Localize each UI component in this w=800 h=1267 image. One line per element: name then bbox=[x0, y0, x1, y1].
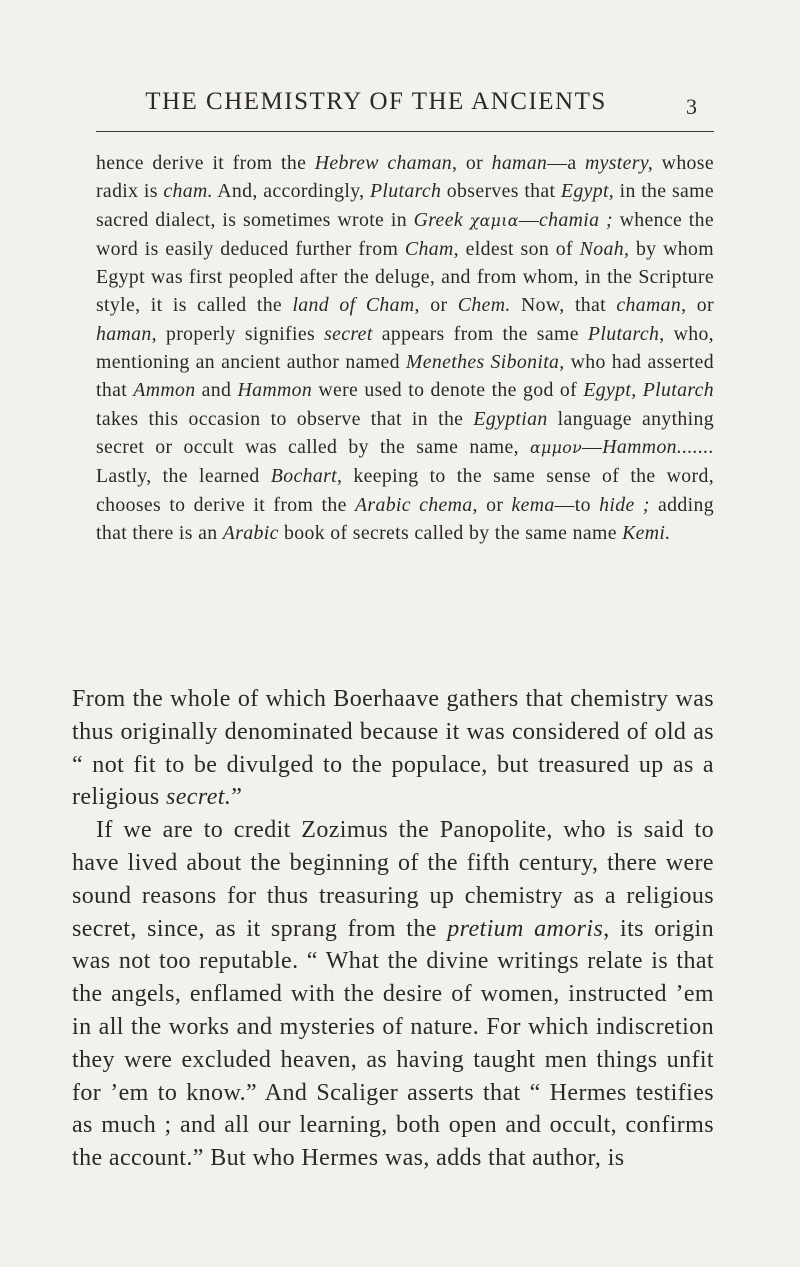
italic-text: Arabic bbox=[222, 521, 279, 544]
italic-text: Plutarch bbox=[369, 180, 442, 203]
italic-text: Plutarch bbox=[587, 322, 660, 345]
italic-text: Menethes Sibonita, bbox=[405, 351, 565, 374]
greek-word: αμμον bbox=[529, 437, 583, 457]
text-run: appears from the same bbox=[372, 322, 588, 345]
text-run: ” bbox=[231, 784, 243, 811]
text-run: and bbox=[195, 379, 238, 402]
italic-text: haman bbox=[96, 322, 152, 345]
text-run: Now, that bbox=[510, 294, 617, 317]
italic-text: Ammon bbox=[133, 379, 196, 402]
text-run: , or bbox=[472, 493, 512, 516]
quote-text bbox=[96, 149, 714, 547]
italic-text: chaman bbox=[616, 294, 682, 317]
italic-text: Egyptian bbox=[473, 407, 548, 430]
text-run: eldest son of bbox=[458, 237, 580, 260]
text-run: in the same sacred dialect, is sometimes wrote in bbox=[96, 180, 714, 231]
italic-text: Hebrew chaman bbox=[314, 152, 453, 174]
text-run: —a bbox=[547, 152, 585, 174]
text-run: , or bbox=[681, 294, 714, 317]
text-run: takes this occasion to observe that in the bbox=[96, 407, 474, 430]
italic-text: Noah, bbox=[579, 237, 630, 260]
quoted-paragraph bbox=[96, 149, 714, 547]
text-run: — bbox=[582, 435, 603, 458]
text-run: From the whole of which Boerhaave gathers that chemistry was thus originally denominated because it was considered of old as “ not fit to be divulged to the populace, but treasured up as a religious bbox=[72, 686, 714, 811]
text-run: book of secrets called by the same name bbox=[278, 521, 623, 544]
text-run: Lastly, the learned bbox=[96, 465, 271, 488]
italic-text: land of Cham bbox=[292, 294, 415, 317]
italic-text: Cham, bbox=[404, 237, 459, 260]
italic-text: Greek bbox=[413, 208, 463, 231]
italic-text: chamia ; bbox=[538, 208, 613, 231]
italic-text: Kemi. bbox=[622, 521, 671, 544]
body-paragraph bbox=[72, 683, 714, 814]
text-run: whose radix is bbox=[96, 152, 714, 203]
italic-text: secret. bbox=[166, 784, 232, 811]
italic-text: pretium amoris bbox=[447, 915, 604, 942]
text-run: , or bbox=[414, 294, 458, 317]
text-run: , its origin was not too reputable. “ What the divine writings relate is that the angels, enflamed with the desire of women, instructed ’em in all the works and mysteries of nature. For which indiscretion they were excluded heaven, as having taught men things unfit for ’em to know.” And Scaliger asserts that “ Hermes testifies as much ; and all our learning, both open and occult, confirms the account.” But who Hermes was, adds that author, is bbox=[72, 915, 714, 1172]
italic-text: Hammon....... bbox=[602, 435, 714, 458]
body-paragraph bbox=[72, 814, 714, 1175]
body-text bbox=[72, 683, 714, 1175]
italic-text: mystery, bbox=[584, 152, 654, 174]
text-run: observes that bbox=[441, 180, 561, 203]
running-head: THE CHEMISTRY OF THE ANCIENTS bbox=[145, 88, 607, 115]
italic-text: Egypt, Plutarch bbox=[583, 379, 715, 402]
italic-text: cham. bbox=[163, 180, 213, 203]
text-run: whence the word is easily deduced further from bbox=[96, 208, 714, 260]
italic-text: Hammon bbox=[237, 379, 313, 402]
italic-text: Bochart, bbox=[270, 465, 343, 488]
text-run: And, accordingly, bbox=[212, 180, 370, 203]
text-run: , properly signifies bbox=[151, 322, 325, 345]
text-run: who had asserted that bbox=[96, 351, 714, 402]
greek-word: χαμια bbox=[469, 210, 519, 230]
page-header bbox=[0, 88, 800, 128]
text-run: , who, mentioning an ancient author named bbox=[96, 322, 714, 374]
text-run: language anything secret or occult was called by the same name, bbox=[96, 407, 714, 458]
text-run: If we are to credit Zozimus the Panopolite, who is said to have lived about the beginning of the fifth century, there were sound reasons for thus treasuring up chemistry as a religious secret, since, as it sprang from the bbox=[72, 817, 714, 942]
page-number: 3 bbox=[686, 94, 697, 119]
text-run: , or bbox=[452, 152, 492, 174]
header-rule bbox=[96, 131, 714, 132]
italic-text: Egypt, bbox=[560, 180, 615, 203]
italic-text: Arabic chema bbox=[354, 493, 473, 516]
text-run: hence derive it from the bbox=[96, 152, 315, 174]
text-run: —to bbox=[554, 493, 600, 516]
italic-text: hide ; bbox=[599, 493, 650, 516]
text-run: by whom Egypt was first peopled after the deluge, and from whom, in the Scripture style, it is called the bbox=[96, 237, 714, 317]
italic-text: kema bbox=[511, 493, 555, 516]
italic-text: Chem. bbox=[457, 294, 511, 317]
text-run: adding that there is an bbox=[96, 493, 714, 544]
text-run: keeping to the same sense of the word, chooses to derive it from the bbox=[96, 465, 715, 516]
italic-text: haman bbox=[491, 152, 548, 174]
text-run bbox=[463, 209, 470, 231]
text-run: were used to denote the god of bbox=[312, 379, 584, 402]
text-run: — bbox=[518, 208, 539, 231]
italic-text: secret bbox=[324, 322, 373, 345]
